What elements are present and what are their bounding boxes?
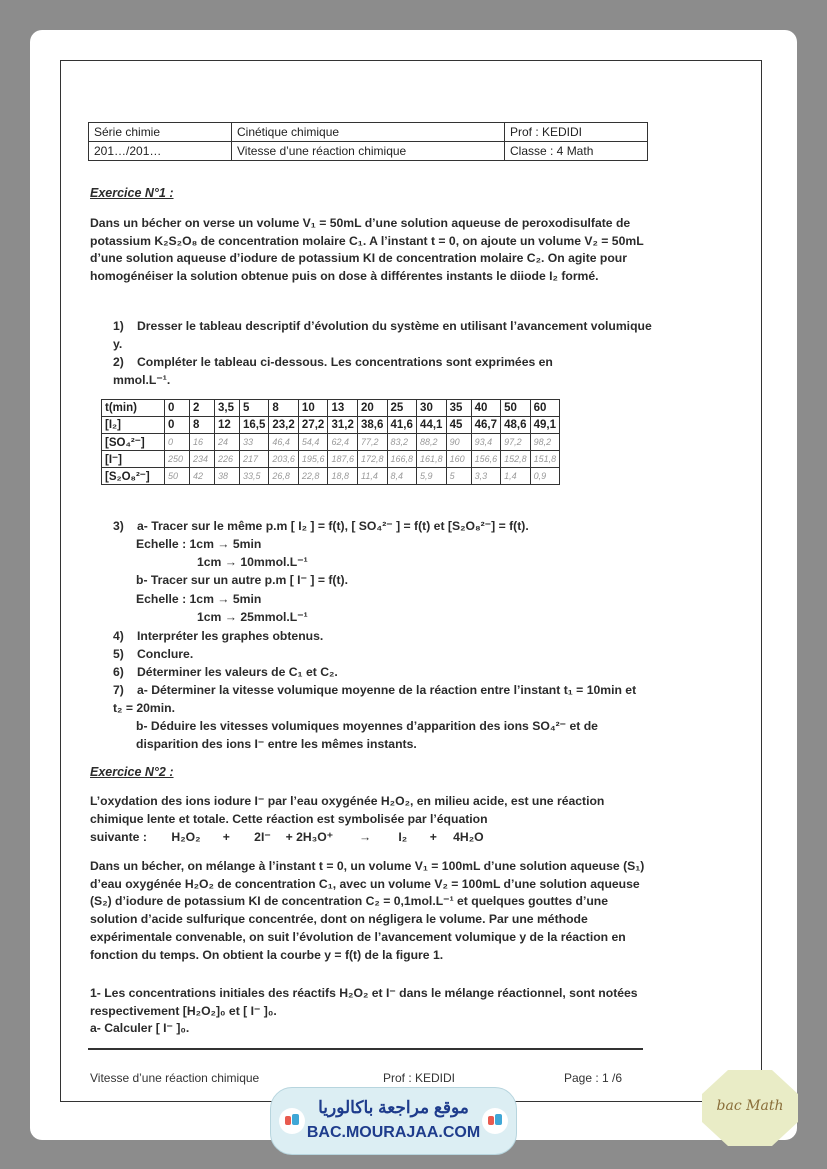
equation-water: 4H₂O <box>453 830 484 844</box>
table-cell: 25 <box>387 400 417 417</box>
row-label: t(min) <box>102 400 165 417</box>
banner-arabic-title: موقع مراجعة باكالوريا <box>318 1098 469 1117</box>
table-cell: 54,4 <box>298 434 328 451</box>
equation-plus: + <box>222 830 230 844</box>
table-cell: 33 <box>240 434 269 451</box>
table-cell: 11,4 <box>357 468 387 485</box>
equation-plus: + <box>429 830 437 844</box>
exercise-2-title: Exercice N°2 : <box>90 765 174 779</box>
question-4: 4) Interpréter les graphes obtenus. <box>113 629 324 643</box>
table-cell: 90 <box>446 434 471 451</box>
scale-3a-time: Echelle : 1cm → 5min <box>136 537 262 551</box>
question-3a: 3) a- Tracer sur le même p.m [ I₂ ] = f(t), [ SO₄²⁻ ] = f(t) et [S₂O₈²⁻] = f(t). <box>113 519 529 533</box>
table-cell: 5,9 <box>417 468 447 485</box>
table-cell: 23,2 <box>269 417 299 434</box>
banner-site-link[interactable]: BAC.MOURAJAA.COM <box>306 1124 481 1141</box>
table-cell: 48,6 <box>501 417 531 434</box>
table-cell: 10 <box>298 400 328 417</box>
table-cell: 8 <box>190 417 215 434</box>
equation-h3o: + 2H₃O⁺ <box>285 830 334 844</box>
table-cell: 161,8 <box>417 451 447 468</box>
table-cell: 40 <box>471 400 501 417</box>
header-year: 201…/201… <box>89 142 232 161</box>
exercise-2-question-1: 1- Les concentrations initiales des réactifs H₂O₂ et I⁻ dans le mélange réactionnel, sont notées respectivement [H₂O₂]₀ et [ I⁻ ]₀. <box>90 986 638 1018</box>
table-cell: 50 <box>501 400 531 417</box>
table-cell: 18,8 <box>328 468 358 485</box>
exercise-1-title: Exercice N°1 : <box>90 186 174 200</box>
table-cell: 98,2 <box>530 434 560 451</box>
footer-page: Page : 1 /6 <box>564 1071 623 1085</box>
scale-3b-time: Echelle : 1cm → 5min <box>136 592 262 606</box>
table-cell: 38,6 <box>357 417 387 434</box>
row-label: [S₂O₈²⁻] <box>102 468 165 485</box>
table-cell: 160 <box>446 451 471 468</box>
exercise-2-question-1a: a- Calculer [ I⁻ ]₀. <box>90 1021 190 1035</box>
logo-text: bac Math <box>716 1098 784 1114</box>
table-cell: 97,2 <box>501 434 531 451</box>
row-label: [I₂] <box>102 417 165 434</box>
table-row-iodide <box>102 451 560 468</box>
question-2-text: Compléter le tableau ci-dessous. Les concentrations sont exprimées en mmol.L⁻¹. <box>113 355 553 387</box>
table-cell: 8 <box>269 400 299 417</box>
exercise-1-intro: Dans un bécher on verse un volume V₁ = 50mL d’une solution aqueuse de peroxodisulfate de potassium K₂S₂O₈ de concentration molaire C₁. A l’instant t = 0, on ajoute un volume V₂ = 50mL d’une solution aqueuse d’iodure de potassium KI de concentration molaire C₂. On agite pour homogénéiser la solution obtenue puis on dose à différentes instants le diiode I₂ formé. <box>90 216 644 284</box>
table-cell: 26,8 <box>269 468 299 485</box>
row-label: [I⁻] <box>102 451 165 468</box>
table-cell: 0 <box>165 417 190 434</box>
header-series: Série chimie <box>89 123 232 142</box>
table-cell: 13 <box>328 400 358 417</box>
footer-left: Vitesse d’une réaction chimique <box>90 1071 260 1085</box>
table-cell: 62,4 <box>328 434 358 451</box>
equation-i2: I₂ <box>398 830 408 844</box>
question-3b: b- Tracer sur un autre p.m [ I⁻ ] = f(t). <box>136 573 348 587</box>
table-cell: 93,4 <box>471 434 501 451</box>
equation-arrow: → <box>358 830 372 844</box>
table-cell: 226 <box>215 451 240 468</box>
table-cell: 156,6 <box>471 451 501 468</box>
equation-iodide: 2I⁻ <box>254 830 271 844</box>
table-cell: 27,2 <box>298 417 328 434</box>
scale-3b-conc: 1cm → 25mmol.L⁻¹ <box>197 610 308 624</box>
table-cell: 38 <box>215 468 240 485</box>
table-cell: 187,6 <box>328 451 358 468</box>
header-subtopic: Vitesse d’une réaction chimique <box>232 142 505 161</box>
exercise-2-paragraph-2: Dans un bécher, on mélange à l’instant t = 0, un volume V₁ = 100mL d’une solution aqueuse (S₁) d’eau oxygénée H₂O₂ de concentration C₁, avec un volume V₂ = 100mL d’une solution aqueuse (S₂) d’iodure de potassium KI de concentration C₂ = 0,1mol.L⁻¹ et quelques gouttes d’une solution d’acide sulfurique concentrée, dont on négligera le volume. Par une méthode expérimentale convenable, on suit l’évolution de l’avancement volumique y de la réaction en fonction du temps. On obtient la courbe y = f(t) de la figure 1. <box>90 859 645 962</box>
question-5: 5) Conclure. <box>113 647 194 661</box>
table-cell: 46,4 <box>269 434 299 451</box>
question-6-text: Déterminer les valeurs de C₁ et C₂. <box>137 665 338 679</box>
question-2: 2) Compléter le tableau ci-dessous. Les concentrations sont exprimées en mmol.L⁻¹. <box>113 355 553 387</box>
table-cell: 217 <box>240 451 269 468</box>
header-table <box>88 122 648 161</box>
table-cell: 0,9 <box>530 468 560 485</box>
data-table <box>101 399 560 485</box>
table-row-so4 <box>102 434 560 451</box>
table-cell: 35 <box>446 400 471 417</box>
question-1-text: Dresser le tableau descriptif d’évolution du système en utilisant l’avancement volumique y. <box>113 319 652 351</box>
row-label: [SO₄²⁻] <box>102 434 165 451</box>
table-cell: 152,8 <box>501 451 531 468</box>
table-cell: 77,2 <box>357 434 387 451</box>
equation-h2o2: H₂O₂ <box>171 830 201 844</box>
table-cell: 195,6 <box>298 451 328 468</box>
header-class: Classe : 4 Math <box>505 142 648 161</box>
table-cell: 46,7 <box>471 417 501 434</box>
table-cell: 5 <box>446 468 471 485</box>
table-cell: 1,4 <box>501 468 531 485</box>
footer-rule <box>88 1048 643 1050</box>
question-7a: 7) a- Déterminer la vitesse volumique moyenne de la réaction entre l’instant t₁ = 10min et t₂ = 20min. <box>113 683 637 715</box>
site-banner[interactable] <box>270 1087 517 1155</box>
table-cell: 41,6 <box>387 417 417 434</box>
table-cell: 33,5 <box>240 468 269 485</box>
table-cell: 3,5 <box>215 400 240 417</box>
table-cell: 88,2 <box>417 434 447 451</box>
exercise-2-paragraph-1: L’oxydation des ions iodure I⁻ par l’eau oxygénée H₂O₂, en milieu acide, est une réaction chimique lente et totale. Cette réaction est symbolisée par l’équation <box>90 794 605 826</box>
table-cell: 8,4 <box>387 468 417 485</box>
footer-center: Prof : KEDIDI <box>383 1071 456 1085</box>
table-cell: 0 <box>165 400 190 417</box>
question-7b: b- Déduire les vitesses volumiques moyennes d’apparition des ions SO₄²⁻ et de disparition des ions I⁻ entre les mêmes instants. <box>136 719 598 751</box>
header-topic: Cinétique chimique <box>232 123 505 142</box>
table-cell: 16 <box>190 434 215 451</box>
table-cell: 151,8 <box>530 451 560 468</box>
table-row-time <box>102 400 560 417</box>
table-cell: 203,6 <box>269 451 299 468</box>
reaction-equation <box>90 829 570 847</box>
table-cell: 3,3 <box>471 468 501 485</box>
header-teacher: Prof : KEDIDI <box>505 123 648 142</box>
table-cell: 2 <box>190 400 215 417</box>
table-cell: 45 <box>446 417 471 434</box>
table-cell: 50 <box>165 468 190 485</box>
question-3a-text: a- Tracer sur le même p.m [ I₂ ] = f(t), [ SO₄²⁻ ] = f(t) et [S₂O₈²⁻] = f(t). <box>137 519 529 533</box>
table-cell: 42 <box>190 468 215 485</box>
question-6: 6) Déterminer les valeurs de C₁ et C₂. <box>113 665 338 679</box>
table-cell: 49,1 <box>530 417 560 434</box>
table-cell: 44,1 <box>417 417 447 434</box>
question-5-text: Conclure. <box>137 647 194 661</box>
table-cell: 166,8 <box>387 451 417 468</box>
table-cell: 16,5 <box>240 417 269 434</box>
table-cell: 20 <box>357 400 387 417</box>
table-cell: 12 <box>215 417 240 434</box>
table-cell: 24 <box>215 434 240 451</box>
table-cell: 22,8 <box>298 468 328 485</box>
table-cell: 60 <box>530 400 560 417</box>
table-cell: 31,2 <box>328 417 358 434</box>
table-row-s2o8 <box>102 468 560 485</box>
table-cell: 30 <box>417 400 447 417</box>
question-7a-text: a- Déterminer la vitesse volumique moyenne de la réaction entre l’instant t₁ = 10min et t₂ = 20min. <box>113 683 637 715</box>
question-1: 1) Dresser le tableau descriptif d’évolution du système en utilisant l’avancement volumique y. <box>113 319 652 351</box>
table-cell: 250 <box>165 451 190 468</box>
question-4-text: Interpréter les graphes obtenus. <box>137 629 324 643</box>
table-cell: 83,2 <box>387 434 417 451</box>
table-cell: 0 <box>165 434 190 451</box>
table-row-i2 <box>102 417 560 434</box>
table-cell: 5 <box>240 400 269 417</box>
equation-label: suivante : <box>90 830 147 844</box>
bac-math-logo <box>700 1068 800 1148</box>
scale-3a-conc: 1cm → 10mmol.L⁻¹ <box>197 555 308 569</box>
table-cell: 234 <box>190 451 215 468</box>
table-cell: 172,8 <box>357 451 387 468</box>
